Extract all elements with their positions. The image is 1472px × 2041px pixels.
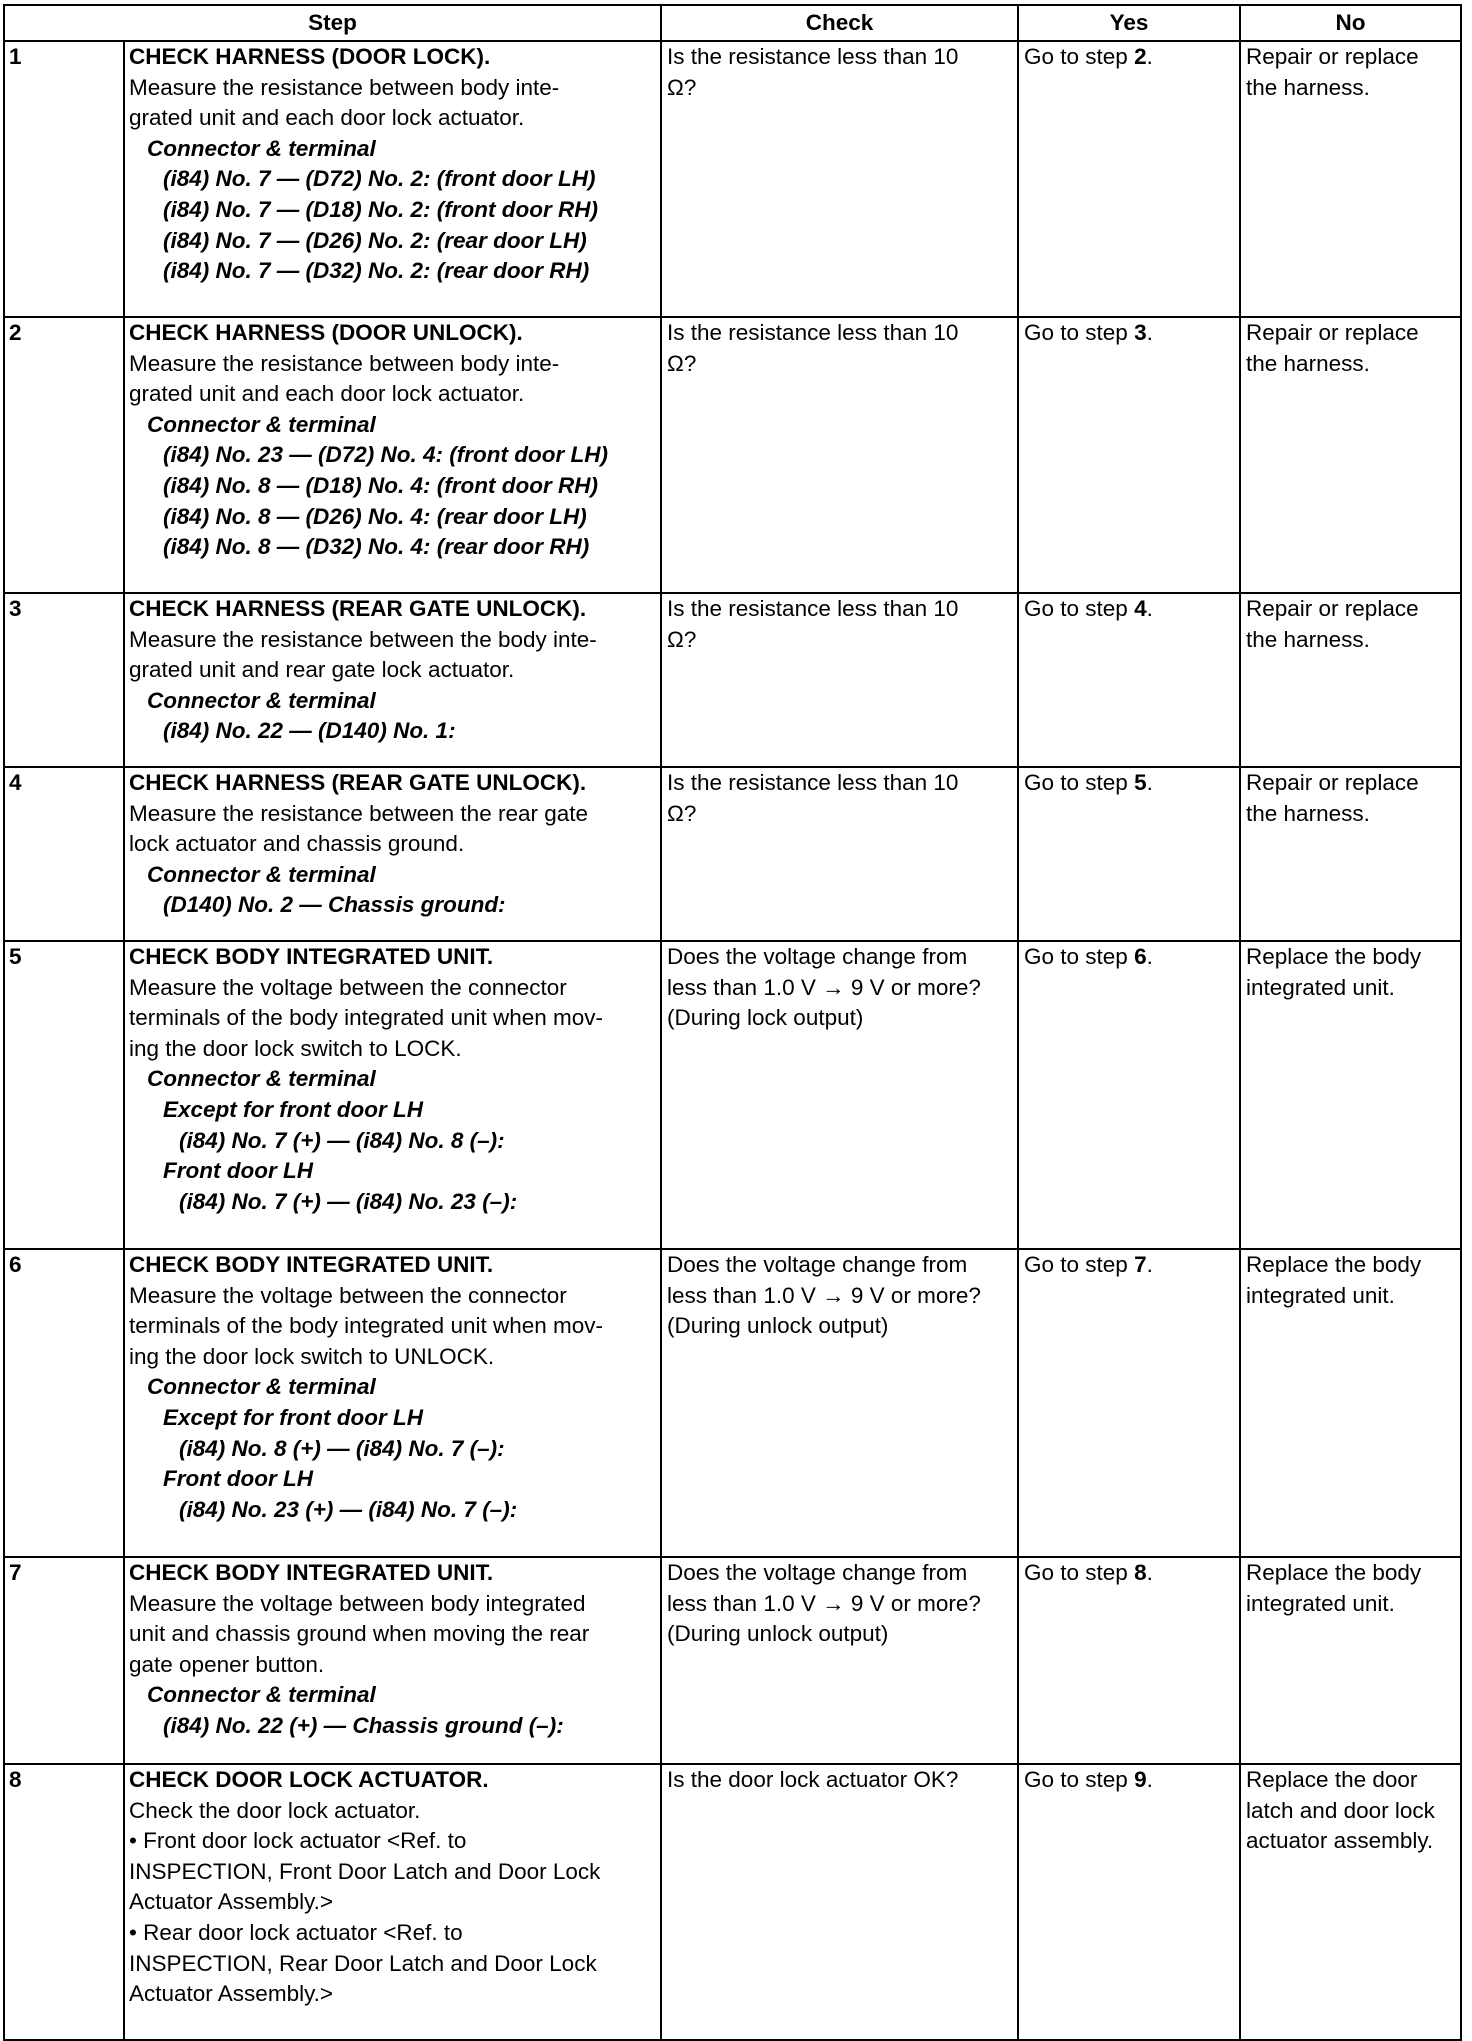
go-to-step-text: Go to step <box>1024 1560 1135 1585</box>
connector-group-label: Front door LH <box>163 1466 313 1492</box>
check-line: Is the resistance less than 10 <box>667 320 959 345</box>
yes-action <box>1018 41 1240 317</box>
go-to-step-text: Go to step <box>1024 770 1135 795</box>
step-title: CHECK HARNESS (REAR GATE UNLOCK). <box>129 596 587 621</box>
check-question <box>661 1557 1018 1764</box>
step-instruction-line: Measure the voltage between the connector <box>129 974 567 1000</box>
step-description <box>124 1557 661 1764</box>
step-number: 6 <box>4 1249 124 1557</box>
yes-action <box>1018 1764 1240 2040</box>
no-action <box>1240 1249 1461 1557</box>
connector-group-label: Except for front door LH <box>163 1404 423 1430</box>
yes-action-line <box>1024 1765 1234 1796</box>
connector-terminal-heading: Connector & terminal <box>147 1066 376 1092</box>
step-instruction-line: Check the door lock actuator. <box>129 1797 421 1823</box>
step-instruction-line: ing the door lock switch to UNLOCK. <box>129 1343 495 1369</box>
connector-pin-spec: (i84) No. 7 (+) — (i84) No. 23 (–): <box>179 1188 518 1214</box>
check-question <box>661 1249 1018 1557</box>
yes-action-line <box>1024 318 1234 349</box>
check-line: Ω? <box>667 74 697 100</box>
step-title: CHECK HARNESS (DOOR UNLOCK). <box>129 320 523 345</box>
period: . <box>1146 320 1153 345</box>
step-title: CHECK BODY INTEGRATED UNIT. <box>129 1560 494 1585</box>
check-question <box>661 317 1018 593</box>
no-action-line: the harness. <box>1246 350 1370 376</box>
table-row <box>4 941 1461 1249</box>
no-action <box>1240 1764 1461 2040</box>
check-line: Does the voltage change from <box>667 944 968 969</box>
yes-action-line <box>1024 1250 1234 1281</box>
step-instruction-line: lock actuator and chassis ground. <box>129 831 465 857</box>
check-line: Is the resistance less than 10 <box>667 770 959 795</box>
check-question <box>661 1764 1018 2040</box>
connector-pin-spec: (i84) No. 7 (+) — (i84) No. 8 (–): <box>179 1127 505 1153</box>
check-line: less than 1.0 V → 9 V or more? <box>667 974 981 1000</box>
period: . <box>1146 1767 1153 1792</box>
no-action-line: Repair or replace <box>1246 44 1419 69</box>
connector-pin-spec: (i84) No. 7 — (D32) No. 2: (rear door RH) <box>163 258 590 284</box>
step-instruction-line: Measure the resistance between body inte- <box>129 74 560 100</box>
step-instruction-line: grated unit and each door lock actuator. <box>129 381 525 407</box>
check-line: Does the voltage change from <box>667 1560 968 1585</box>
check-line: Ω? <box>667 626 697 652</box>
no-action-line: Replace the body <box>1246 944 1422 969</box>
connector-pin-spec: (i84) No. 8 — (D32) No. 4: (rear door RH) <box>163 534 590 560</box>
no-action-line: latch and door lock <box>1246 1797 1435 1823</box>
step-description <box>124 767 661 941</box>
no-action-line: the harness. <box>1246 800 1370 826</box>
step-number: 8 <box>4 1764 124 2040</box>
table-row <box>4 1764 1461 2040</box>
connector-terminal-heading: Connector & terminal <box>147 1374 376 1400</box>
yes-action-line <box>1024 1558 1234 1589</box>
yes-action-line <box>1024 768 1234 799</box>
header-row <box>4 5 1461 41</box>
step-instruction-line: Measure the resistance between body inte- <box>129 350 560 376</box>
no-action <box>1240 317 1461 593</box>
step-description <box>124 317 661 593</box>
next-step-number: 3 <box>1134 320 1147 345</box>
step-title: CHECK DOOR LOCK ACTUATOR. <box>129 1767 489 1792</box>
period: . <box>1146 944 1153 969</box>
connector-terminal-heading: Connector & terminal <box>147 1682 376 1708</box>
connector-pin-spec: (i84) No. 23 (+) — (i84) No. 7 (–): <box>179 1496 518 1522</box>
go-to-step-text: Go to step <box>1024 1767 1135 1792</box>
step-instruction-line: grated unit and rear gate lock actuator. <box>129 657 515 683</box>
step-instruction-line: unit and chassis ground when moving the rear <box>129 1621 590 1647</box>
yes-action <box>1018 1557 1240 1764</box>
connector-group-label: Front door LH <box>163 1158 313 1184</box>
step-instruction-line: • Front door lock actuator <Ref. to <box>129 1828 467 1854</box>
step-number: 3 <box>4 593 124 767</box>
step-description <box>124 941 661 1249</box>
step-number: 4 <box>4 767 124 941</box>
step-instruction-line: terminals of the body integrated unit when mov- <box>129 1005 604 1031</box>
step-title: CHECK HARNESS (DOOR LOCK). <box>129 44 491 69</box>
check-line: less than 1.0 V → 9 V or more? <box>667 1282 981 1308</box>
step-number: 1 <box>4 41 124 317</box>
connector-terminal-heading: Connector & terminal <box>147 687 376 713</box>
period: . <box>1146 770 1153 795</box>
connector-pin-spec: (i84) No. 22 (+) — Chassis ground (–): <box>163 1712 564 1738</box>
connector-terminal-heading: Connector & terminal <box>147 135 376 161</box>
check-question <box>661 41 1018 317</box>
step-instruction-line: Measure the resistance between the rear gate <box>129 800 589 826</box>
connector-pin-spec: (i84) No. 22 — (D140) No. 1: <box>163 718 456 744</box>
next-step-number: 8 <box>1134 1560 1147 1585</box>
header-step: Step <box>4 5 661 41</box>
period: . <box>1146 44 1153 69</box>
no-action <box>1240 941 1461 1249</box>
step-description <box>124 593 661 767</box>
no-action <box>1240 1557 1461 1764</box>
header-no: No <box>1240 5 1461 41</box>
step-instruction-line: Actuator Assembly.> <box>129 1981 334 2007</box>
next-step-number: 2 <box>1134 44 1147 69</box>
connector-pin-spec: (i84) No. 8 (+) — (i84) No. 7 (–): <box>179 1435 505 1461</box>
connector-group-label: Except for front door LH <box>163 1096 423 1122</box>
yes-action <box>1018 941 1240 1249</box>
table-row <box>4 593 1461 767</box>
step-number: 2 <box>4 317 124 593</box>
no-action-line: Repair or replace <box>1246 320 1419 345</box>
no-action-line: integrated unit. <box>1246 974 1395 1000</box>
step-instruction-line: ing the door lock switch to LOCK. <box>129 1035 462 1061</box>
check-line: (During lock output) <box>667 1005 864 1031</box>
check-question <box>661 941 1018 1249</box>
next-step-number: 4 <box>1134 596 1147 621</box>
go-to-step-text: Go to step <box>1024 596 1135 621</box>
step-title: CHECK HARNESS (REAR GATE UNLOCK). <box>129 770 587 795</box>
step-title: CHECK BODY INTEGRATED UNIT. <box>129 1252 494 1277</box>
table-row <box>4 317 1461 593</box>
no-action <box>1240 41 1461 317</box>
table-row <box>4 1557 1461 1764</box>
no-action-line: the harness. <box>1246 74 1370 100</box>
step-instruction-line: Actuator Assembly.> <box>129 1889 334 1915</box>
period: . <box>1146 596 1153 621</box>
go-to-step-text: Go to step <box>1024 44 1135 69</box>
connector-pin-spec: (D140) No. 2 — Chassis ground: <box>163 892 506 918</box>
no-action-line: Repair or replace <box>1246 770 1419 795</box>
connector-pin-spec: (i84) No. 7 — (D26) No. 2: (rear door LH) <box>163 227 587 253</box>
check-line: less than 1.0 V → 9 V or more? <box>667 1590 981 1616</box>
next-step-number: 7 <box>1134 1252 1147 1277</box>
no-action <box>1240 593 1461 767</box>
table-body <box>4 41 1461 2040</box>
yes-action <box>1018 1249 1240 1557</box>
connector-pin-spec: (i84) No. 7 — (D18) No. 2: (front door RH) <box>163 196 598 222</box>
period: . <box>1146 1560 1153 1585</box>
no-action-line: integrated unit. <box>1246 1590 1395 1616</box>
next-step-number: 6 <box>1134 944 1147 969</box>
check-line: Ω? <box>667 350 697 376</box>
table-row <box>4 767 1461 941</box>
check-line: Does the voltage change from <box>667 1252 968 1277</box>
go-to-step-text: Go to step <box>1024 944 1135 969</box>
step-description <box>124 1764 661 2040</box>
no-action-line: Replace the body <box>1246 1252 1422 1277</box>
table-row <box>4 41 1461 317</box>
check-line: (During unlock output) <box>667 1313 889 1339</box>
connector-terminal-heading: Connector & terminal <box>147 861 376 887</box>
check-line: Is the resistance less than 10 <box>667 596 959 621</box>
check-question <box>661 767 1018 941</box>
yes-action <box>1018 317 1240 593</box>
next-step-number: 5 <box>1134 770 1147 795</box>
yes-action-line <box>1024 942 1234 973</box>
check-line: (During unlock output) <box>667 1621 889 1647</box>
no-action-line: the harness. <box>1246 626 1370 652</box>
header-yes: Yes <box>1018 5 1240 41</box>
step-number: 5 <box>4 941 124 1249</box>
connector-pin-spec: (i84) No. 8 — (D26) No. 4: (rear door LH) <box>163 503 587 529</box>
step-instruction-line: • Rear door lock actuator <Ref. to <box>129 1919 463 1945</box>
connector-pin-spec: (i84) No. 8 — (D18) No. 4: (front door RH) <box>163 472 598 498</box>
no-action-line: Replace the door <box>1246 1767 1418 1792</box>
check-line: Is the door lock actuator OK? <box>667 1767 959 1792</box>
next-step-number: 9 <box>1134 1767 1147 1792</box>
no-action-line: Repair or replace <box>1246 596 1419 621</box>
no-action-line: actuator assembly. <box>1246 1828 1434 1854</box>
connector-pin-spec: (i84) No. 7 — (D72) No. 2: (front door LH) <box>163 166 596 192</box>
step-number: 7 <box>4 1557 124 1764</box>
no-action-line: Replace the body <box>1246 1560 1422 1585</box>
step-instruction-line: gate opener button. <box>129 1651 325 1677</box>
check-line: Is the resistance less than 10 <box>667 44 959 69</box>
step-instruction-line: grated unit and each door lock actuator. <box>129 105 525 131</box>
go-to-step-text: Go to step <box>1024 320 1135 345</box>
step-description <box>124 41 661 317</box>
no-action-line: integrated unit. <box>1246 1282 1395 1308</box>
period: . <box>1146 1252 1153 1277</box>
step-instruction-line: Measure the voltage between the connector <box>129 1282 567 1308</box>
go-to-step-text: Go to step <box>1024 1252 1135 1277</box>
yes-action-line <box>1024 594 1234 625</box>
step-instruction-line: INSPECTION, Rear Door Latch and Door Lock <box>129 1950 597 1976</box>
step-instruction-line: Measure the resistance between the body inte- <box>129 626 597 652</box>
connector-pin-spec: (i84) No. 23 — (D72) No. 4: (front door LH) <box>163 442 609 468</box>
step-instruction-line: INSPECTION, Front Door Latch and Door Lock <box>129 1858 601 1884</box>
step-description <box>124 1249 661 1557</box>
step-title: CHECK BODY INTEGRATED UNIT. <box>129 944 494 969</box>
check-line: Ω? <box>667 800 697 826</box>
header-check: Check <box>661 5 1018 41</box>
connector-terminal-heading: Connector & terminal <box>147 411 376 437</box>
step-instruction-line: terminals of the body integrated unit when mov- <box>129 1313 604 1339</box>
table-row <box>4 1249 1461 1557</box>
diagnostic-table <box>3 4 1462 2041</box>
yes-action <box>1018 767 1240 941</box>
yes-action <box>1018 593 1240 767</box>
step-instruction-line: Measure the voltage between body integrated <box>129 1590 586 1616</box>
yes-action-line <box>1024 42 1234 73</box>
no-action <box>1240 767 1461 941</box>
check-question <box>661 593 1018 767</box>
